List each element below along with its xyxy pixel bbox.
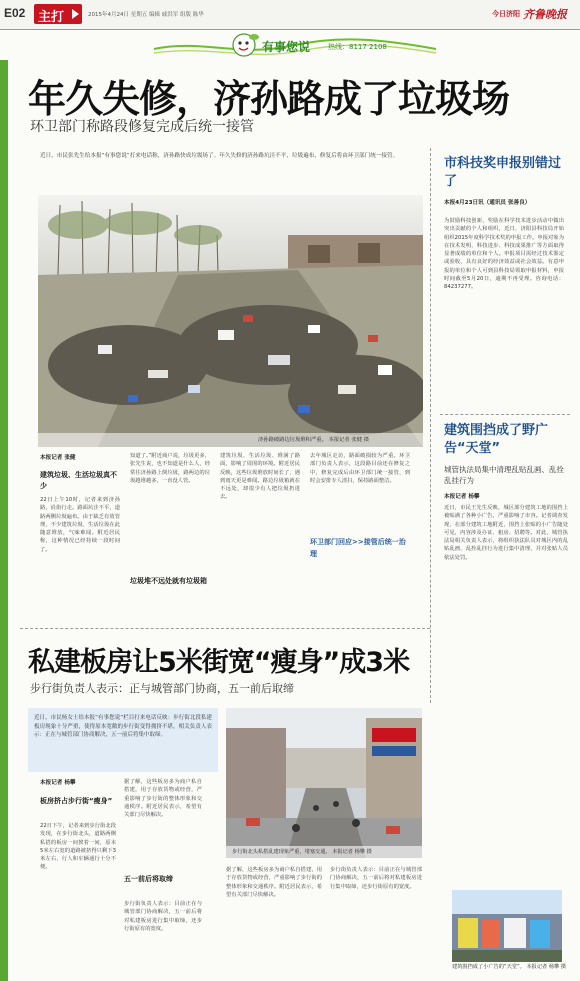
brand-logo: 齐鲁晚报 xyxy=(523,8,567,21)
date-line: 2015年4月24日 星期五 编辑 戚洪军 组版 陈华 xyxy=(88,12,204,18)
story4-photo xyxy=(226,708,422,858)
story1-col4: 去年城区走访，路面破损较为严重。环卫部门负责人表示，这段路目前还在修复之中，修复完成后由环卫部门统一接管，到时会安排专人清扫，保持路面整洁。 xyxy=(310,453,410,484)
section-arrow-icon xyxy=(72,9,79,19)
story4-col3: 步行街负责人表示：目前正在与城管部门协商解决，五一前后将对私建板房进行集中取缔，还步行街原有的宽度。 xyxy=(124,901,202,932)
brand-small: 今日济阳 xyxy=(492,10,520,18)
story1-subhead: 环卫部门称路段修复完成后统一接管 xyxy=(30,119,254,135)
story1-sub2: 垃圾堆不远处就有垃圾箱 xyxy=(130,577,207,585)
story1-photo-caption: 济孙路破路边垃圾堆积严重。 本报记者 张健 摄 xyxy=(258,437,369,443)
story1-lead: 近日，市民张先生给本报“有事您说”打来电话称，济孙路快成垃圾场了。年久失修的济孙路坑洼不平，垃圾遍布，修复后将由环卫部门统一接管。 xyxy=(40,153,399,159)
masthead-rule xyxy=(0,29,580,30)
column-banner xyxy=(150,31,440,61)
right-divider-1 xyxy=(440,414,570,415)
column-name: 有事您说 xyxy=(262,40,311,54)
story1-photo xyxy=(38,195,423,447)
story4-top-rule xyxy=(20,628,430,629)
pedestrian-street-photo xyxy=(226,708,422,858)
page-number: E02 xyxy=(4,6,26,20)
story-divider-v xyxy=(430,148,431,703)
cartoon-mascot-icon xyxy=(230,31,260,61)
masthead xyxy=(0,0,580,30)
story2-byline: 本报4月23日讯（通讯员 张善良） xyxy=(444,200,531,206)
story3-photo-caption: 建筑围挡成了小广告的“天堂”。 本报记者 杨攀 摄 xyxy=(452,964,567,970)
story1-byline: 本报记者 张健 xyxy=(40,455,76,461)
story3-byline: 本报记者 杨攀 xyxy=(444,494,480,500)
story1-col3: 建筑垃圾、生活垃圾、堆满了路面，影响了周围的环境。附近居民反映，这些垃圾堆放时间长了，遇到雨天更是难闻。路边垃圾箱就在不远处，却很少有人把垃圾扔进去。 xyxy=(220,453,300,501)
side-bar xyxy=(0,60,8,981)
section-name: 主打 xyxy=(38,10,65,25)
story4-col4-text: 据了解，这些板房多为商户私自搭建，用于存放货物或经营，严重影响了步行街的整体形象和交通秩序。附近居民表示，希望有关部门尽快解决。 xyxy=(226,867,322,898)
story4-col4 xyxy=(226,866,322,974)
story1-col1: 22日上午10时，记者来到济孙路，沿街行走。路面坑洼不平，道路两侧垃圾遍布。由于缺乏有效管理，不少建筑垃圾、生活垃圾在此随意堆放，气味难闻。附近居民称，这种情况已经持续一段时间了。 xyxy=(40,497,120,553)
story4-lead: 近日，市民杨女士给本报“有事您说”栏目打来电话反映：步行街北段私建板房现象十分严重，使得原本宽敞的步行街变得拥挤不堪。相关负责人表示：正在与城管部门协商解决，五一前后将集中取缔。 xyxy=(34,715,212,739)
story1-sub3: 环卫部门回应>>接管后统一治理 xyxy=(310,538,406,558)
story4-sub1: 板房挤占步行街“瘦身” xyxy=(40,797,113,805)
story4-byline: 本报记者 杨攀 xyxy=(40,780,76,786)
story4-photo-caption: 步行街北头私搭乱建现象严重，堵塞交通。 本报记者 杨攀 摄 xyxy=(232,849,372,855)
story3-headline: 建筑围挡成了野广告“天堂” xyxy=(444,423,549,456)
garbage-road-photo xyxy=(38,195,423,447)
billboard-photo xyxy=(452,890,562,962)
story4-headline: 私建板房让5米街宽“瘦身”成3米 xyxy=(28,647,410,678)
story4-col1: 22日下午，记者来到步行街北段发现，在步行街北头，道路两侧私搭的板房一间挨着一间，原本5米左右宽的道路被挤得只剩下3米左右，行人和车辆通行十分不便。 xyxy=(40,823,116,871)
story4-lead-box xyxy=(28,708,218,772)
story4-subhead: 步行街负责人表示：正与城管部门协商，五一前后取缔 xyxy=(30,682,294,695)
story3-photo xyxy=(452,890,562,962)
story4-sub2: 五一前后将取缔 xyxy=(124,875,173,883)
story4-col5-text: 步行街负责人表示：目前正在与城管部门协商解决，五一前后将对私建板房进行集中取缔，还步行街原有的宽度。 xyxy=(330,867,422,890)
story1-headline: 年久失修，济孙路成了垃圾场 xyxy=(28,77,510,121)
section-tab xyxy=(34,4,82,24)
story1-sub1: 建筑垃圾、生活垃圾真不少 xyxy=(40,471,117,490)
story3-body: 近日，市民王先生反映，城区部分建筑工地的围挡上被贴满了各种小广告，严重影响了市容。记者调查发现，在部分建筑工地附近，围挡上张贴的小广告随处可见，内容涉及办证、租房、招聘等。对此，城管执法局相关负责人表示，将组织执法队员对城区内的乱贴乱画、乱拴乱挂行为进行集中清理，并对张贴人员依法处罚。 xyxy=(444,505,568,561)
story3-subhead: 城管执法局集中清理乱贴乱画、乱拴乱挂行为 xyxy=(444,465,564,485)
story2-headline: 市科技奖申报别错过了 xyxy=(444,156,562,189)
story4-col5 xyxy=(330,866,422,974)
column-hotline: 热线：8117 2108 xyxy=(328,43,387,51)
story1-col2: 知道了。”附近商户说，垃圾更多，张先生说，也不知道是什么人，经常往济孙路上倒垃圾，路两边的垃圾越堆越多，一直没人管。 xyxy=(130,453,210,484)
story2-body: 为鼓励科技创新，奖励在科学技术进步活动中做出突出贡献的个人和组织，近日，济阳县科技局开始组织2015年度科学技术奖的申报工作。申报对象为在技术发明、科技进步、科技成果推广等方面取得显著成绩的单位和个人。申报项目需经过技术鉴定或验收，具有良好的经济效益或社会效益。有意申报的单位和个人可到县科技局领取申报材料，申报时间截至5月20日，逾期不再受理。咨询电话：84237277。 xyxy=(444,218,564,291)
story4-col2: 据了解，这些板房多为商户私自搭建，用于存放货物或经营，严重影响了步行街的整体形象和交通秩序。附近居民表示，希望有关部门尽快解决。 xyxy=(124,779,202,819)
